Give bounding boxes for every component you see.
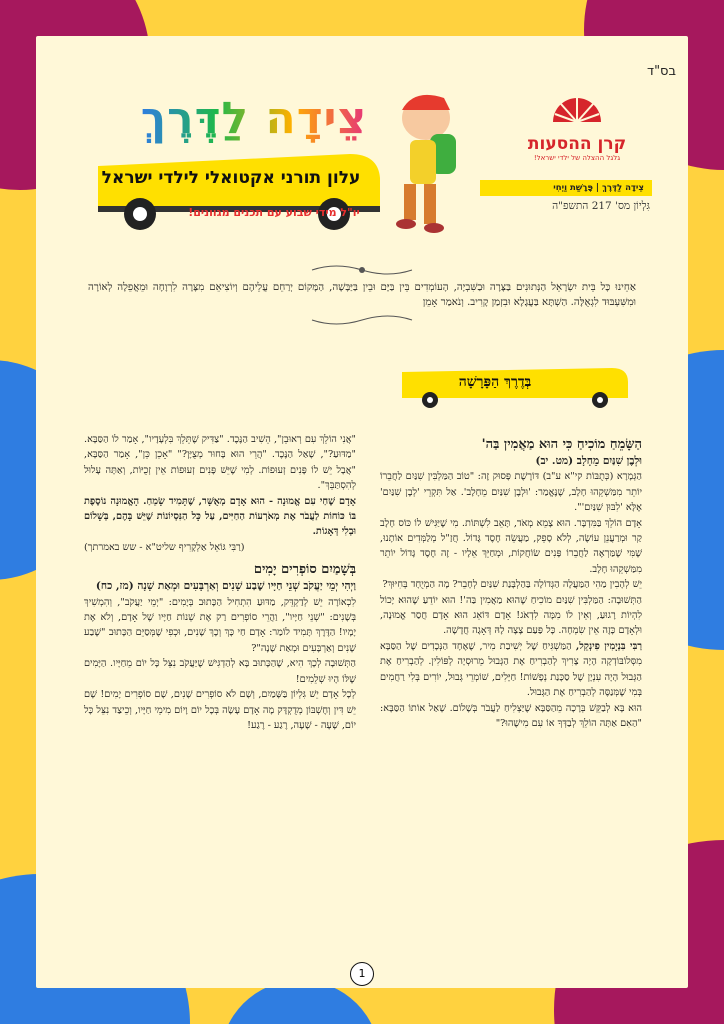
left-column [84, 432, 356, 733]
article-title-left: בְּשָׁמַיִם סוֹפְרִים יָמִים [253, 562, 356, 578]
issue-tag-bar: צֵידָה לַדֶּרֶךְ | פָּרָשַׁת וַיְחִי [480, 180, 652, 196]
bold-paragraph: אָדָם שֶׁחַי עִם אֱמוּנָה - הוּא אָדָם מְאֻשָּׁר, שֶׁתָּמִיד שָׂמֵחַ. הָאֱמוּנָה נוֹסֶפֶת בּוֹ כּוֹחוֹת לַעֲבֹר אֶת מְאֹרְעוֹת הַחַיִּים, עַל כָּל הַנִּסְיוֹנוֹת שֶׁיֵּשׁ בָּהֶם, בְּשָׁלוֹם וּבְלִי דְּאָגוֹת. [84, 495, 356, 538]
paragraph: הוּא בָּא לְבַקֵּשׁ בְּרָכָה מֵהַסַּבָּא שֶׁיַּצְלִיחַ לַעֲבֹר בְּשָׁלוֹם. שָׁאַל אוֹתוֹ הַסַּבָּא: "הַאִם אַתָּה הוֹלֵךְ לְבַדְּךָ אוֹ עִם מִישֶׁהוּ?" [380, 702, 642, 729]
article-title-right: הַשָּׂמֵחַ מוֹכִיחַ כִּי הוּא מַאֲמִין בַּה' [481, 437, 642, 452]
paragraph-text: הַמַּשְׁגִּיחַ שֶׁל יְשִׁיבַת מִיר, שֶׁאֶחָד הַנְּכָדִים שֶׁל הַסַּבָּא מִסְּלוֹבּוֹדְקָה הָיָה צָרִיךְ לְהַבְרִיחַ אֶת הַגְּבוּל מֵרוּסְיָה לְפּוֹלִין. לְהַבְרִיחַ אֶת הַגְּבוּל הָיָה עִנְיָן שֶׁל סַכָּנַת נְפָשׁוֹת! חַיָּלִים, שׁוֹמְרֵי גְּבוּל, יוֹרִים בְּלִי רַחֲמִים בְּמִי שֶׁמְּנַסֶּה לְהַבְרִיחַ אֶת הַגְּבוּל. [380, 640, 642, 699]
kid-illustration [384, 88, 464, 236]
verse-left: וַיְהִי יְמֵי יַעֲקֹב שְׁנֵי חַיָּיו שֶׁבַע שָׁנִים וְאַרְבָּעִים וּמְאַת שָׁנָה (מז, כח) [95, 580, 356, 593]
prayer-text: אַחֵינוּ כָּל בֵּית יִשְׂרָאֵל הַנְּתוּנִים בַּצָּרָה וּבַשִּׁבְיָה, הָעוֹמְדִים בֵּין בַּיָּם וּבֵין בַּיַּבָּשָׁה, הַמָּקוֹם יְרַחֵם עֲלֵיהֶם וְיוֹצִיאֵם מִצָּרָה לִרְוָחָה וּמֵאֲפֵלָה לְאוֹרָה וּמִשִּׁעְבּוּד לִגְאֻלָּה. הַשְׁתָּא בַּעֲגָלָא וּבִזְמַן קָרִיב. וְנֹאמַר אָמֵן [88, 282, 636, 308]
publisher-slogan: גלגל ההצלה של ילדי ישראל! [533, 154, 621, 162]
ornament-divider-top [310, 262, 414, 278]
paragraph: יֵשׁ לְהָבִין מַהִי הַמַּעֲלָה הַגְּדוֹלָה בַּהַלְבָּנַת שִׁנַּיִם לְחָבֵר? מָה הַמְיֻחָד בְּחִיּוּךְ? [382, 579, 642, 591]
paragraph: אָדָם הוֹלֵךְ בַּמִּדְבָּר. הוּא צָמֵא מְאֹד, תָּאֵב לִשְׁתּוֹת. מִי שֶׁיַּגִּישׁ לוֹ כּוֹס חָלָב קַר וּמְרַעֲנֵן עוֹשֶׂה, לְלֹא סָפֵק, מַעֲשֵׂה חֶסֶד גָּדוֹל. חֲזַ"ל מְלַמְּדִים אוֹתָנוּ, שֶׁמִּי שֶׁמַּרְאֶה לַחֲבֵרוֹ פָּנִים שׂוֹחֲקוֹת, וּמְחַיֵּךְ אֵלָיו - זֶה חֶסֶד גָּדוֹל יוֹתֵר מִמַּשְׁקֵהוּ חָלָב. [380, 517, 642, 575]
bs-d-label: בס"ד [646, 64, 676, 79]
section-title: בְּדֶרֶךְ הַפָּרָשָׁה [458, 374, 532, 390]
logo-subtitle: עלון תורני אקטואלי לילדי ישראל [101, 168, 361, 188]
logo-title-text: צֵידָה לַדֶּרֶךְ [140, 93, 368, 144]
logo-tagline: יו"ל מידי שבוע עם תכנים מגוונים! [188, 206, 360, 219]
publisher-logo [510, 92, 644, 162]
paragraph: הַתְּשׁוּבָה לְכָךְ הִיא, שֶׁהַכָּתוּב בָּא לְהַדְגִּישׁ שֶׁיַּעֲקֹב נִצֵּל כָּל יוֹם מֵחַיָּיו. הַיָּמִים שֶׁלּוֹ הָיוּ שְׁלֵמִים! [84, 658, 356, 685]
paragraph: הַתְּשׁוּבָה: הַמַּלְבִּין שִׁנַּיִם מוֹכִיחַ שֶׁהוּא מַאֲמִין בַּה'! הוּא יוֹדֵעַ שֶׁהוּא יָכוֹל לִהְיוֹת רָגוּעַ, וְאֵין לוֹ מִמָּה לִדְאֹג! אָדָם דּוֹאֵג הוּא אָדָם חֲסַר אֱמוּנָה, וּלְאָדָם כָּזֶה אֵין שִׂמְחָה. כָּל פַּעַם צָצָה לָהּ דְּאָגָה חֲדָשָׁה. [380, 594, 642, 637]
publisher-name: קרן ההסעות [527, 134, 627, 154]
right-column [380, 436, 642, 731]
paragraph: "אֲנִי הוֹלֵךְ עִם רְאוּבֵן", הֵשִׁיב הַנֶּכֶד. "צַדִּיק שֶׁתֵּלֵךְ בִּלְעָדָיו", אָמַר לוֹ הַסַּבָּא. "מַדּוּעַ?", שָׁאַל הַנֶּכֶד. "הֲרֵי הוּא בָּחוּר מְצֻיָּן?" "אָכֵן כֵּן", אָמַר הַסַּבָּא, "אֲבָל יֵשׁ לוֹ פָּנִים זְעוּפוֹת. לְמִי שֶׁיֵּשׁ פָּנִים זְעוּפוֹת אֵין זְכֻיּוֹת, וְאַתָּה עָלוּל לְהִסְתַּבֵּךְ". [84, 434, 356, 492]
issue-number: גִּלְיוֹן מס' 217 התשפ"ה [552, 200, 650, 212]
paragraph [380, 639, 642, 701]
rabbi-name: רַבִּי בִּנְיָמִין פִינְקֵל, [575, 640, 642, 652]
verse-right: וּלְבֶן שִׁנַּיִם מֵחָלָב (מט. יב) [535, 455, 642, 467]
sunrise-icon [547, 92, 607, 126]
paragraph: הַגְּמָרָא (כְּתֻבּוֹת קי"א ע"ב) דּוֹרֶשֶׁת פָּסוּק זֶה: "טוֹב הַמַּלְבִּין שִׁנַּיִם לַחֲבֵרוֹ יוֹתֵר מִמַּשְׁקֵהוּ חָלָב, שֶׁנֶּאֱמַר: 'וּלְבֶן שִׁנַּיִם מֵחָלָב'. אַל תִּקְרֵי 'לְבֶן שִׁנַּיִם' אֶלָּא 'לִבּוּן שִׁנַּיִם'". [380, 471, 642, 514]
paragraph: לִכְאוֹרָה יֵשׁ לְדַקְדֵּק, מַדּוּעַ הִתְחִיל הַכָּתוּב בְּיָמִים: "יְמֵי יַעֲקֹב", וְהִמְשִׁיךְ בְּשָׁנִים: "שְׁנֵי חַיָּיו", וַהֲרֵי סוֹפְרִים רַק אֶת שְׁנוֹת חַיָּיו שֶׁל אָדָם, וְלֹא אֶת יָמָיו! הַדֶּרֶךְ תָּמִיד לוֹמַר: אָדָם חַי כָּךְ וְכָךְ שָׁנִים, וּכְפִי שֶׁמְּסַיֵּם הַכָּתוּב "שֶׁבַע שָׁנִים וְאַרְבָּעִים וּמְאַת שָׁנָה"? [84, 596, 356, 654]
source-citation: (רַבִּי גּוֹאֵל אַלְקָרִיף שליט"א - שש באמרתך) [84, 541, 245, 553]
logo-title [104, 94, 404, 144]
newsletter-logo [104, 94, 404, 144]
bus-banner [88, 148, 388, 236]
page-number: 1 [350, 962, 374, 986]
ornament-divider-bottom [310, 312, 414, 328]
paragraph: לְכָל אָדָם יֵשׁ גִּלְיוֹן בַּשָּׁמַיִם, וְשָׁם לֹא סוֹפְרִים שָׁנִים, שָׁם סוֹפְרִים יָמִים! שָׁם יֵשׁ דִּין וְחֶשְׁבּוֹן מְדֻקְדָּק מָה אָדָם עָשָׂה בְּכָל יוֹם וָיוֹם מִימֵי חַיָּיו, וְכֵיצַד נִצֵּל כָּל יוֹם, שָׁעָה - שָׁעָה, רֶגַע - רֶגַע! [84, 689, 356, 731]
